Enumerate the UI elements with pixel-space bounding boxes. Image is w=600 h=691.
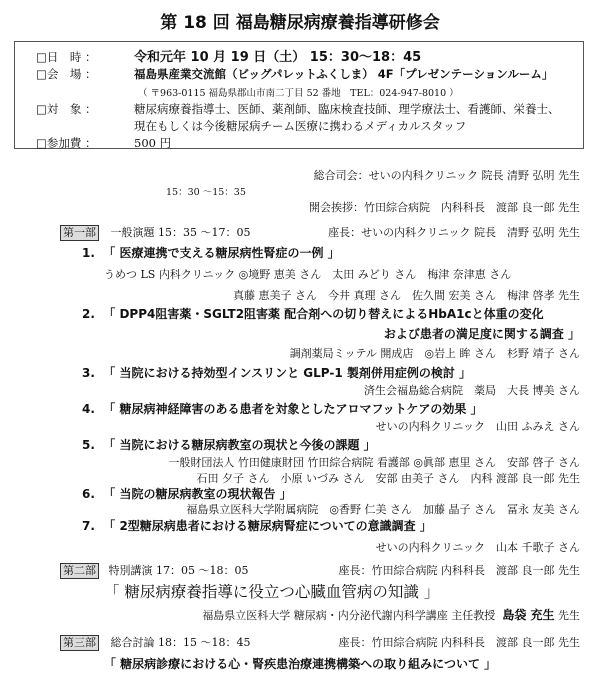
part1-header xyxy=(60,224,250,241)
talk-5-authors: 一般財団法人 竹田健康財団 竹田綜合病院 看護部 ◎眞部 恵里 さん 安部 啓子 さん xyxy=(168,456,580,469)
part3-label: 第三部 xyxy=(60,635,99,651)
target-line1: 糖尿病療養指導士、医師、薬剤師、臨床検査技師、理学療法士、看護師、栄養士、 xyxy=(134,102,560,116)
speaker-name: 島袋 充生 xyxy=(502,608,555,622)
talk-2-title-2: および患者の満足度に関する調査 」 xyxy=(383,327,580,341)
general-mc: 総合司会：せいの内科クリニック 院長 清野 弘明 先生 xyxy=(313,169,580,182)
date-label: □日 時 ： xyxy=(36,50,97,64)
venue-label: □会 場 ： xyxy=(36,67,97,81)
talk-7-authors: せいの内科クリニック 山本 千歌子 さん xyxy=(375,541,580,554)
venue-address: （ 〒963-0115 福島県郡山市南二丁目 52 番地 TEL：024-947-8010 ） xyxy=(138,88,459,99)
part2-session: 特別講演 17：05 〜18：05 xyxy=(108,564,249,577)
target-label: □対 象 ： xyxy=(36,102,97,116)
talk-5-title: 5. 「 当院における糖尿病教室の現状と今後の課題 」 xyxy=(82,438,376,452)
part1-session: 一般演題 15：35 〜17：05 xyxy=(110,226,251,239)
part2-chair: 座長：竹田綜合病院 内科科長 渡部 良一郎 先生 xyxy=(338,564,580,577)
opening-greeting: 開会挨拶：竹田綜合病院 内科科長 渡部 良一郎 先生 xyxy=(309,201,580,214)
venue-row xyxy=(36,66,553,82)
part3-session: 総合討論 18：15 〜18：45 xyxy=(110,636,251,649)
page-title: 第 18 回 福島糖尿病療養指導研修会 xyxy=(160,13,440,33)
part3-header xyxy=(60,634,250,651)
part3-chair: 座長：竹田綜合病院 内科科長 渡部 良一郎 先生 xyxy=(338,636,580,649)
part1-chair: 座長：せいの内科クリニック 院長 清野 弘明 先生 xyxy=(328,226,580,239)
part1-label: 第一部 xyxy=(60,225,99,241)
talk-1-title: 1. 「 医療連携で支える糖尿病性腎症の一例 」 xyxy=(82,246,340,260)
talk-7-title: 7. 「 2型糖尿病患者における糖尿病腎症についての意識調査 」 xyxy=(82,519,432,533)
venue-value: 福島県産業交流館（ビッグパレットふくしま） 4F「プレゼンテーションルーム」 xyxy=(134,67,554,81)
target-row xyxy=(36,101,560,117)
target-line2: 現在もしくは今後糖尿病チーム医療に携わるメディカルスタッフ xyxy=(134,119,467,133)
talk-2-authors: 調剤薬局ミッテル 開成店 ◎岩上 眸 さん 杉野 靖子 さん xyxy=(289,347,580,360)
fee-label: □参加費 ： xyxy=(36,136,97,150)
part2-lecture-title: 「 糖尿病療養指導に役立つ心臓血管病の知識 」 xyxy=(104,583,440,601)
talk-1-authors: うめつ LS 内科クリニック ◎境野 恵美 さん 太田 みどり さん 梅津 奈津恵 さん xyxy=(104,268,512,281)
part3-discussion-title: 「 糖尿病診療における心・腎疾患治療連携構築への取り組みについて 」 xyxy=(104,657,497,671)
part2-header xyxy=(60,562,248,579)
talk-6-authors: 福島県立医科大学附属病院 ◎香野 仁美 さん 加藤 晶子 さん 冨永 友美 さん xyxy=(186,503,580,516)
talk-1-authors-2: 真藤 恵美子 さん 今井 真理 さん 佐久間 宏美 さん 梅津 啓孝 先生 xyxy=(233,289,580,302)
talk-3-authors: 済生会福島総合病院 薬局 大長 博美 さん xyxy=(364,384,580,397)
talk-5-authors-2: 石田 夕子 さん 小原 いづみ さん 安部 由美子 さん 内科 渡部 良一郎 先生 xyxy=(196,472,580,485)
talk-6-title: 6. 「 当院の糖尿病教室の現状報告 」 xyxy=(82,487,292,501)
talk-2-title: 2. 「 DPP4阻害薬・SGLT2阻害薬 配合剤への切り替えによるHbA1cと体重の変化 xyxy=(82,307,544,321)
fee-value: 500 円 xyxy=(134,136,172,150)
date-value: 令和元年 10 月 19 日（土） 15：30〜18：45 xyxy=(134,50,422,65)
talk-4-title: 4. 「 糖尿病神経障害のある患者を対象としたアロマフットケアの効果 」 xyxy=(82,402,483,416)
opening-time: 15：30 〜15：35 xyxy=(166,187,246,198)
fee-row xyxy=(36,135,171,151)
part2-label: 第二部 xyxy=(60,563,99,579)
talk-3-title: 3. 「 当院における持効型インスリンと GLP-1 製剤併用症例の検討 」 xyxy=(82,366,472,380)
talk-4-authors: せいの内科クリニック 山田 ふみえ さん xyxy=(375,420,580,433)
date-row xyxy=(36,46,421,65)
part2-speaker: 福島県立医科大学 糖尿病・内分泌代謝内科学講座 主任教授 島袋 充生 先生 xyxy=(202,608,580,622)
